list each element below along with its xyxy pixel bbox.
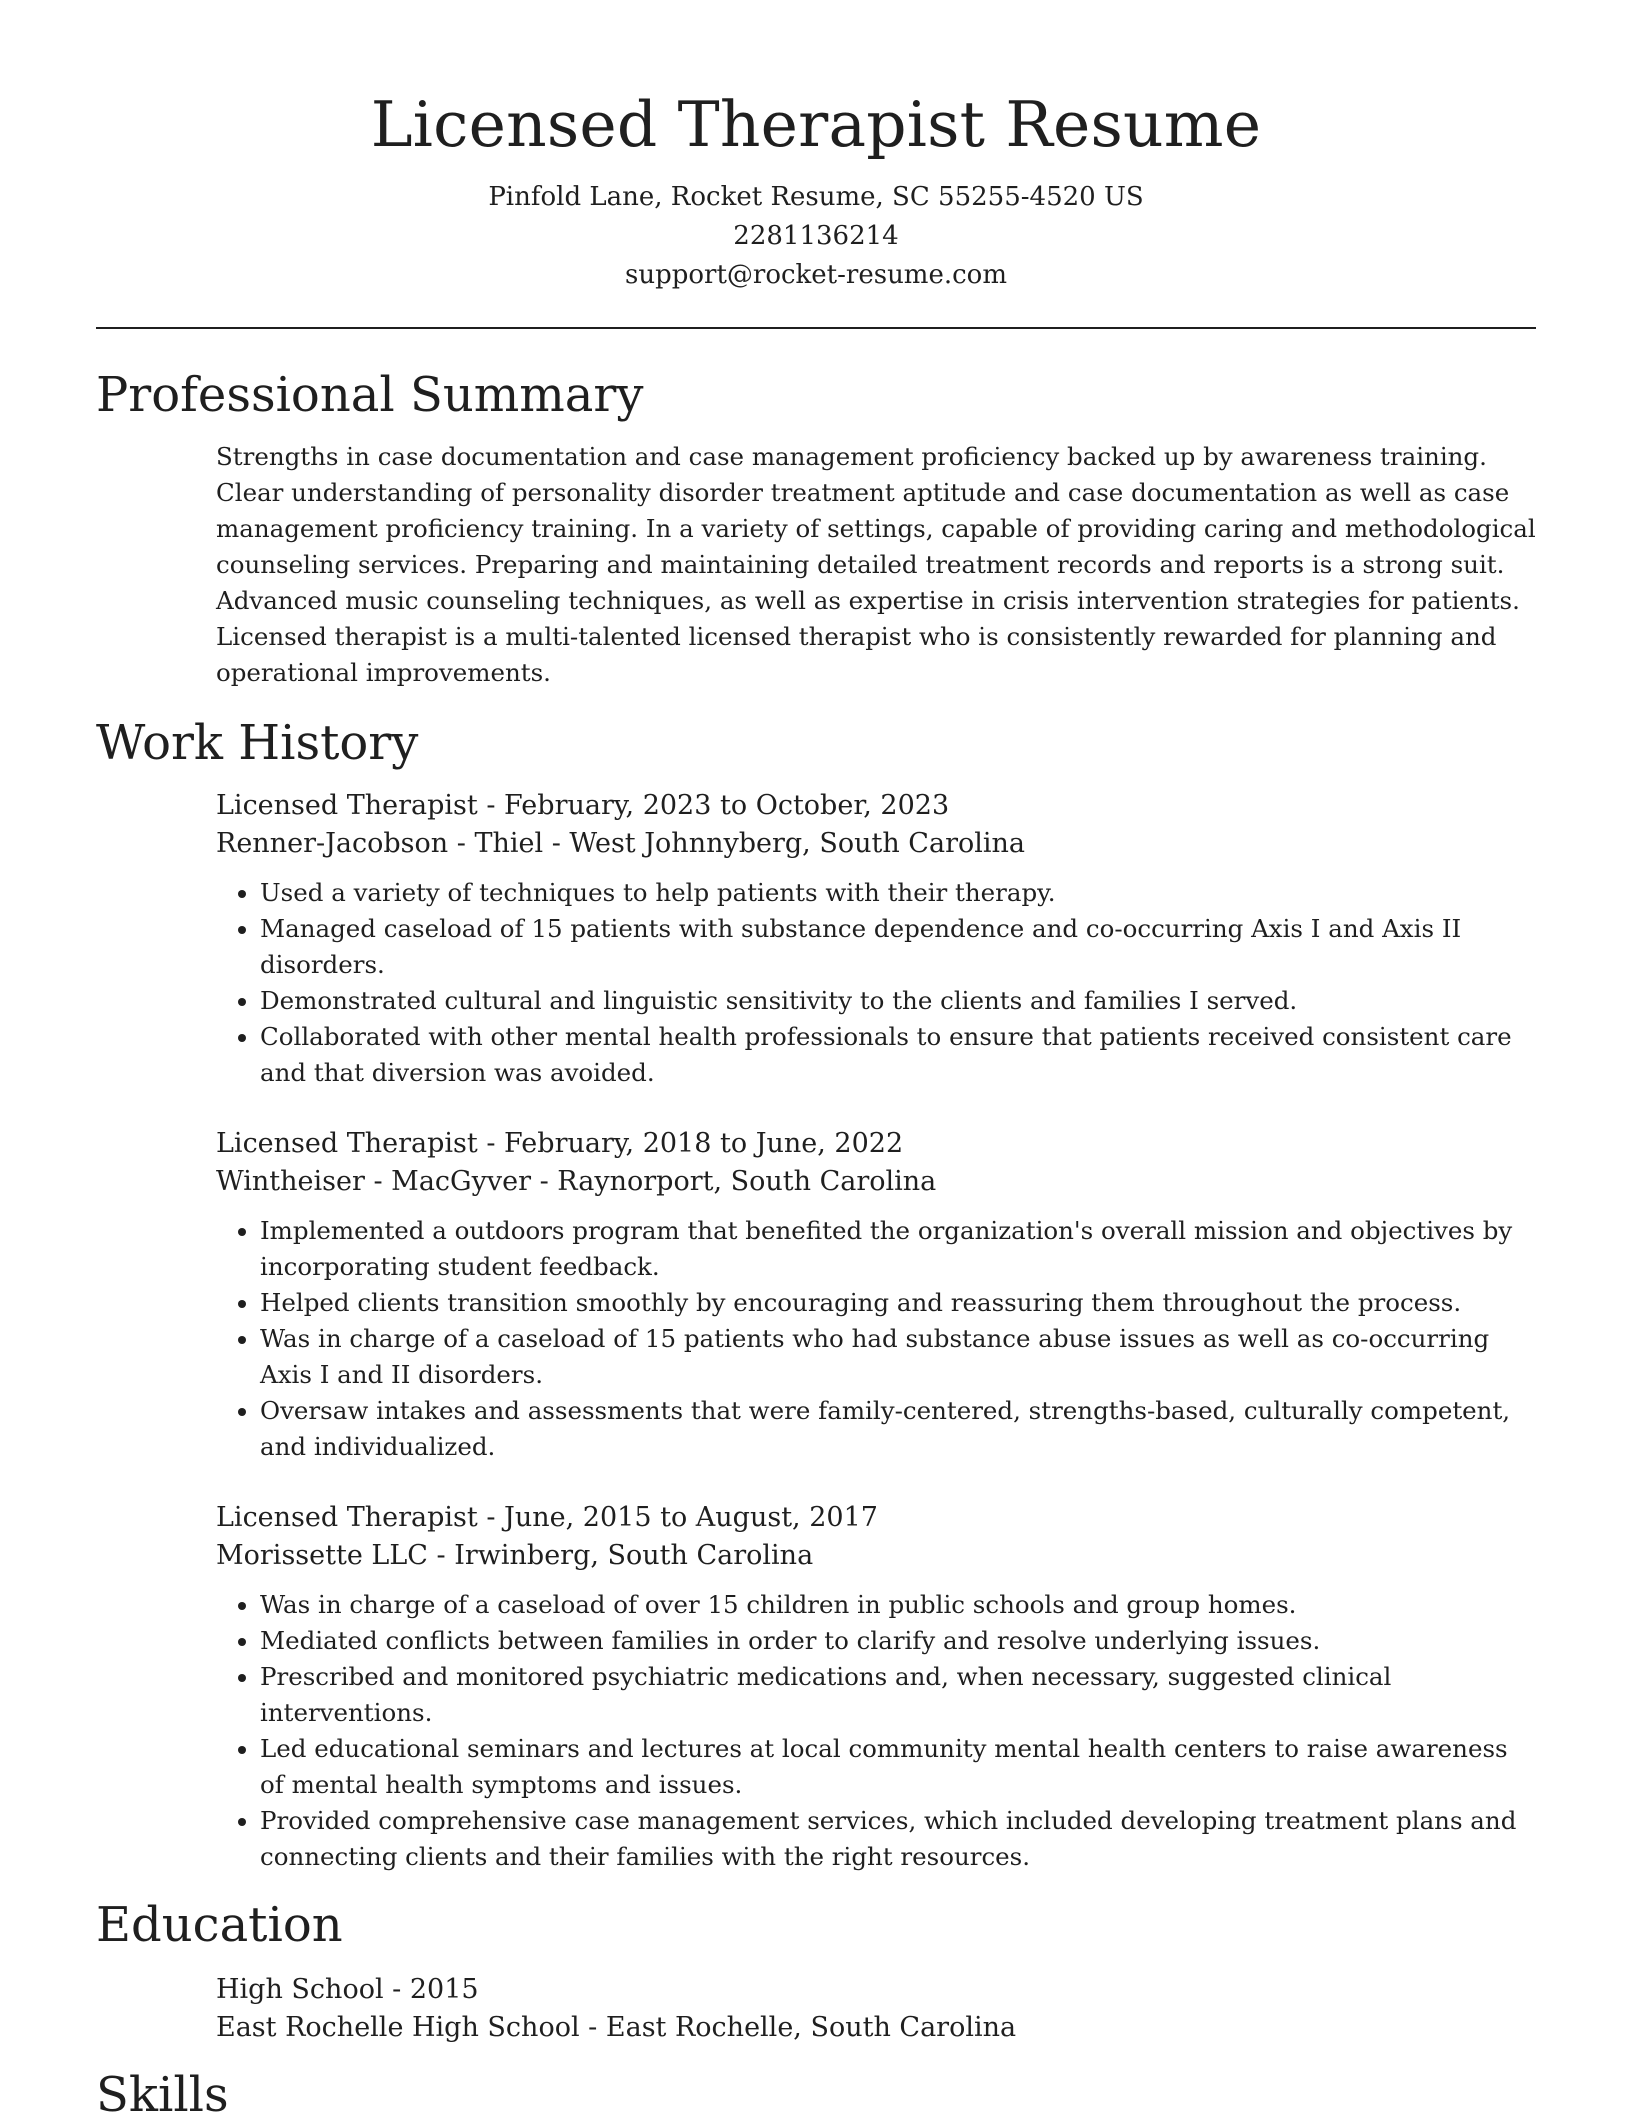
resume-page [96, 0, 1536, 2125]
job-entry [216, 787, 1536, 1091]
education-school-line [216, 2009, 1536, 2047]
list-item: • Used a variety of techniques to help patients with their therapy. [260, 875, 1536, 911]
contact-info [96, 178, 1536, 295]
education-degree: High School [216, 1974, 384, 2005]
job-dates: - February, 2018 to June, 2022 [477, 1128, 904, 1159]
list-item: • Helped clients transition smoothly by encouraging and reassuring them throughout the process. [260, 1285, 1536, 1321]
education-degree-line [216, 1971, 1536, 2009]
skills-heading: Skills [96, 2067, 229, 2123]
list-item: • Mediated conflicts between families in order to clarify and resolve underlying issues. [260, 1623, 1536, 1659]
summary-heading: Professional Summary [96, 367, 644, 423]
job-location: - West Johnnyberg, South Carolina [543, 828, 1025, 859]
skills-section [96, 2065, 1536, 2125]
job-location: - Irwinberg, South Carolina [427, 1540, 814, 1571]
job-title-line [216, 1125, 1536, 1163]
job-entry [216, 1499, 1536, 1875]
list-item: • Was in charge of a caseload of 15 patients who had substance abuse issues as well as co-occurring Axis I and II disorders. [260, 1321, 1536, 1393]
job-entry [216, 1125, 1536, 1465]
job-title-line [216, 787, 1536, 825]
job-role: Licensed Therapist [216, 1502, 478, 1533]
list-item: • Collaborated with other mental health professionals to ensure that patients received consistent care and that diversion was avoided. [260, 1019, 1536, 1091]
job-role: Licensed Therapist [216, 1128, 478, 1159]
job-company-line [216, 825, 1536, 863]
job-bullets [216, 875, 1536, 1091]
job-company: Wintheiser - MacGyver [216, 1166, 532, 1197]
list-item: • Prescribed and monitored psychiatric medications and, when necessary, suggested clinical interventions. [260, 1659, 1536, 1731]
contact-address: Pinfold Lane, Rocket Resume, SC 55255-4520 US [488, 182, 1144, 212]
contact-phone: 2281136214 [733, 221, 899, 251]
education-body [216, 1971, 1536, 2047]
work-history-heading: Work History [96, 715, 419, 771]
list-item: • Demonstrated cultural and linguistic sensitivity to the clients and families I served. [260, 983, 1536, 1019]
summary-text: Strengths in case documentation and case management proficiency backed up by awareness training. Clear understanding of personality disorder treatment aptitude and case documentation as well as case management proficiency training. In a variety of settings, capable of providing caring and methodological counseling services. Preparing and maintaining detailed treatment records and reports is a strong suit. Advanced music counseling techniques, as well as expertise in crisis intervention strategies for patients. Licensed therapist is a multi-talented licensed therapist who is consistently rewarded for planning and operational improvements. [216, 442, 1536, 687]
list-item: • Oversaw intakes and assessments that were family-centered, strengths-based, culturally competent, and individualized. [260, 1393, 1536, 1465]
job-company-line [216, 1163, 1536, 1201]
resume-header [96, 0, 1536, 295]
job-bullets [216, 1587, 1536, 1875]
job-title-line [216, 1499, 1536, 1537]
job-dates: - June, 2015 to August, 2017 [477, 1502, 878, 1533]
list-item: • Was in charge of a caseload of over 15 children in public schools and group homes. [260, 1587, 1536, 1623]
job-dates: - February, 2023 to October, 2023 [477, 790, 950, 821]
summary-section [96, 365, 1536, 691]
list-item: • Led educational seminars and lectures at local community mental health centers to raise awareness of mental health symptoms and issues. [260, 1731, 1536, 1803]
list-item: • Managed caseload of 15 patients with substance dependence and co-occurring Axis I and Axis II disorders. [260, 911, 1536, 983]
list-item: • Provided comprehensive case management services, which included developing treatment plans and connecting clients and their families with the right resources. [260, 1803, 1536, 1875]
list-item: • Implemented a outdoors program that benefited the organization's overall mission and objectives by incorporating student feedback. [260, 1213, 1536, 1285]
contact-email: support@rocket-resume.com [624, 260, 1007, 290]
job-company-line [216, 1537, 1536, 1575]
job-location: - Raynorport, South Carolina [531, 1166, 937, 1197]
education-heading: Education [96, 1897, 343, 1953]
summary-body [216, 439, 1536, 691]
job-bullets [216, 1213, 1536, 1465]
education-section [96, 1895, 1536, 2047]
education-school: East Rochelle High School [216, 2012, 580, 2043]
work-history-section [96, 713, 1536, 1875]
education-location: - East Rochelle, South Carolina [579, 2012, 1017, 2043]
job-role: Licensed Therapist [216, 790, 478, 821]
job-company: Renner-Jacobson - Thiel [216, 828, 544, 859]
resume-title: Licensed Therapist Resume [370, 88, 1262, 161]
header-divider [96, 327, 1536, 329]
job-company: Morissette LLC [216, 1540, 428, 1571]
work-history-body [216, 787, 1536, 1875]
education-year: - 2015 [383, 1974, 479, 2005]
